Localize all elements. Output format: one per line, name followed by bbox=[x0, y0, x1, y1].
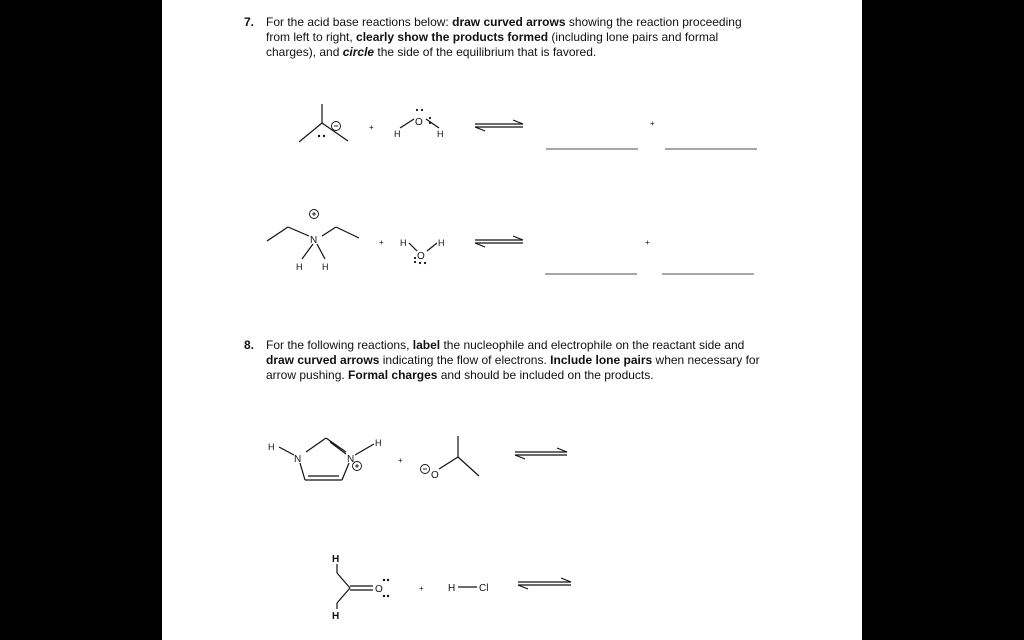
equilibrium-arrow bbox=[515, 448, 567, 459]
q7-emphasis: circle bbox=[342, 45, 375, 59]
atom-h: H bbox=[448, 583, 456, 594]
atom-n: N bbox=[310, 235, 318, 246]
q7-text: (including lone pairs and formal charges), and bbox=[266, 30, 719, 59]
q7-text: For the acid base reactions below: bbox=[266, 15, 453, 29]
question-7-number: 7. bbox=[244, 15, 255, 29]
atom-n: N bbox=[294, 454, 302, 465]
q8-text: the nucleophile and electrophile on the reactant side and bbox=[440, 338, 745, 352]
atom-h: H bbox=[394, 129, 401, 139]
plus-sign: + bbox=[369, 123, 374, 132]
question-8-number: 8. bbox=[244, 338, 255, 352]
atom-h: H bbox=[332, 554, 340, 565]
atom-h: H bbox=[375, 438, 382, 448]
tert-butyl-carbanion bbox=[299, 104, 348, 142]
plus-sign: + bbox=[379, 238, 384, 247]
q7-reaction-1 bbox=[299, 104, 757, 149]
q8-reaction-2 bbox=[332, 554, 571, 622]
atom-h: H bbox=[322, 262, 329, 272]
plus-sign: + bbox=[398, 456, 403, 465]
atom-o: O bbox=[417, 251, 425, 262]
q8-emphasis: Include lone pairs bbox=[550, 353, 653, 367]
q7-emphasis: draw curved arrows bbox=[452, 15, 566, 29]
q7-reaction-2 bbox=[267, 210, 754, 275]
atom-o: O bbox=[375, 584, 383, 595]
q7-emphasis: clearly show the products formed bbox=[356, 30, 549, 44]
atom-h: H bbox=[268, 442, 275, 452]
reaction-drawings bbox=[162, 0, 862, 640]
atom-h: H bbox=[296, 262, 303, 272]
q8-text: when necessary for arrow pushing. bbox=[266, 353, 760, 382]
atom-n: N bbox=[347, 454, 355, 465]
q8-text: indicating the flow of electrons. bbox=[379, 353, 551, 367]
plus-sign: + bbox=[419, 584, 424, 593]
equilibrium-arrow bbox=[475, 120, 523, 131]
q8-emphasis: label bbox=[412, 338, 441, 352]
plus-sign: + bbox=[645, 238, 650, 247]
plus-sign: + bbox=[650, 119, 655, 128]
q8-text: and should be included on the products. bbox=[437, 368, 654, 382]
q8-emphasis: Formal charges bbox=[348, 368, 438, 382]
equilibrium-arrow bbox=[475, 236, 523, 247]
q7-text: showing the reaction proceeding from left to right, bbox=[266, 15, 742, 44]
worksheet-page bbox=[162, 0, 862, 640]
isopropoxide bbox=[421, 436, 480, 476]
atom-cl: Cl bbox=[479, 583, 489, 594]
atom-o: O bbox=[431, 470, 439, 481]
atom-h: H bbox=[438, 238, 445, 248]
q8-emphasis: draw curved arrows bbox=[266, 353, 380, 367]
q7-text: the side of the equilibrium that is favored. bbox=[374, 45, 597, 59]
equilibrium-arrow bbox=[518, 578, 571, 589]
atom-h: H bbox=[400, 238, 407, 248]
atom-h: H bbox=[332, 611, 340, 622]
q8-text: For the following reactions, bbox=[266, 338, 413, 352]
atom-o: O bbox=[415, 117, 423, 128]
atom-h: H bbox=[437, 129, 444, 139]
q8-reaction-1 bbox=[268, 436, 567, 481]
